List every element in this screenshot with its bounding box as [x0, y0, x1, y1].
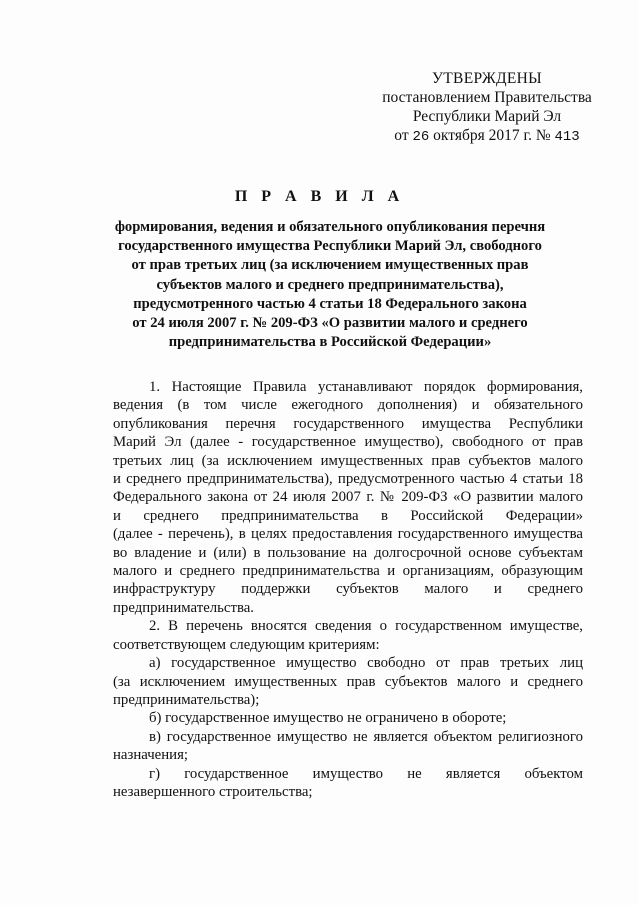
body-line: г) государственное имущество не является объектом	[149, 765, 583, 782]
document-title: П Р А В И Л А	[234, 188, 405, 205]
body-line: и среднего предпринимательства), предусмотренного частью 4 статьи 18	[113, 471, 583, 488]
document-body	[113, 378, 583, 801]
body-line: Федерального закона от 24 июля 2007 г. № 209-ФЗ «О развитии малого	[113, 489, 583, 506]
body-line: назначения;	[113, 747, 188, 764]
approval-date-rest: октября 2017 г. №	[433, 127, 551, 144]
subtitle-line: субъектов малого и среднего предпринимательства),	[156, 276, 504, 293]
body-line: опубликования перечня государственного имущества Республики	[113, 415, 583, 432]
approval-number: 413	[554, 129, 580, 145]
body-line: незавершенного строительства;	[113, 783, 313, 800]
body-line: малого и среднего предпринимательства и организациям, образующим	[113, 563, 583, 580]
subtitle-line: от прав третьих лиц (за исключением имущественных прав	[131, 257, 529, 274]
approval-date-prefix: от	[394, 127, 409, 144]
body-line: 1. Настоящие Правила устанавливают порядок формирования,	[149, 379, 583, 395]
subtitle-line: от 24 июля 2007 г. № 209-ФЗ «О развитии малого и среднего	[132, 315, 528, 332]
body-line: (далее - перечень), в целях предоставления государственного имущества	[113, 526, 583, 543]
subtitle-line: предпринимательства в Российской Федерации»	[168, 334, 492, 351]
body-line: 2. В перечень вносятся сведения о государственном имуществе,	[149, 618, 583, 635]
body-line: в) государственное имущество не является объектом религиозного	[149, 728, 583, 745]
approval-date-day: 26	[412, 129, 430, 145]
body-line: третьих лиц (за исключением имущественных прав субъектов малого	[113, 452, 583, 469]
body-line: предпринимательства.	[113, 599, 254, 616]
body-line: во владение и (или) в пользование на долгосрочной основе субъектам	[113, 544, 583, 561]
subtitle-line: предусмотренного частью 4 статьи 18 Федерального закона	[133, 295, 527, 312]
document-subtitle	[100, 218, 560, 352]
subtitle-line: формирования, ведения и обязательного опубликования перечня	[114, 219, 546, 235]
approval-line-2: Республики Марий Эл	[412, 108, 562, 125]
approval-line-1: постановлением Правительства	[382, 89, 592, 106]
subtitle-line: государственного имущества Республики Марий Эл, свободного	[118, 238, 542, 255]
body-line: инфраструктуру поддержки субъектов малого и среднего	[113, 581, 583, 598]
body-line: б) государственное имущество не ограничено в обороте;	[149, 710, 507, 727]
approval-date-line	[372, 126, 602, 147]
body-line: и среднего предпринимательства в Российской Федерации»	[113, 507, 583, 524]
body-line: предпринимательства);	[113, 691, 260, 708]
body-line: (за исключением имущественных прав субъектов малого и среднего	[113, 673, 583, 690]
approval-stamp	[372, 69, 602, 147]
body-line: соответствующем следующим критериям:	[113, 636, 380, 653]
body-line: а) государственное имущество свободно от прав третьих лиц	[149, 655, 583, 672]
approval-title: УТВЕРЖДЕНЫ	[432, 70, 542, 87]
body-line: Марий Эл (далее - государственное имущество), свободного от прав	[113, 434, 583, 451]
body-line: ведения (в том числе ежегодного дополнения) и обязательного	[113, 397, 583, 414]
